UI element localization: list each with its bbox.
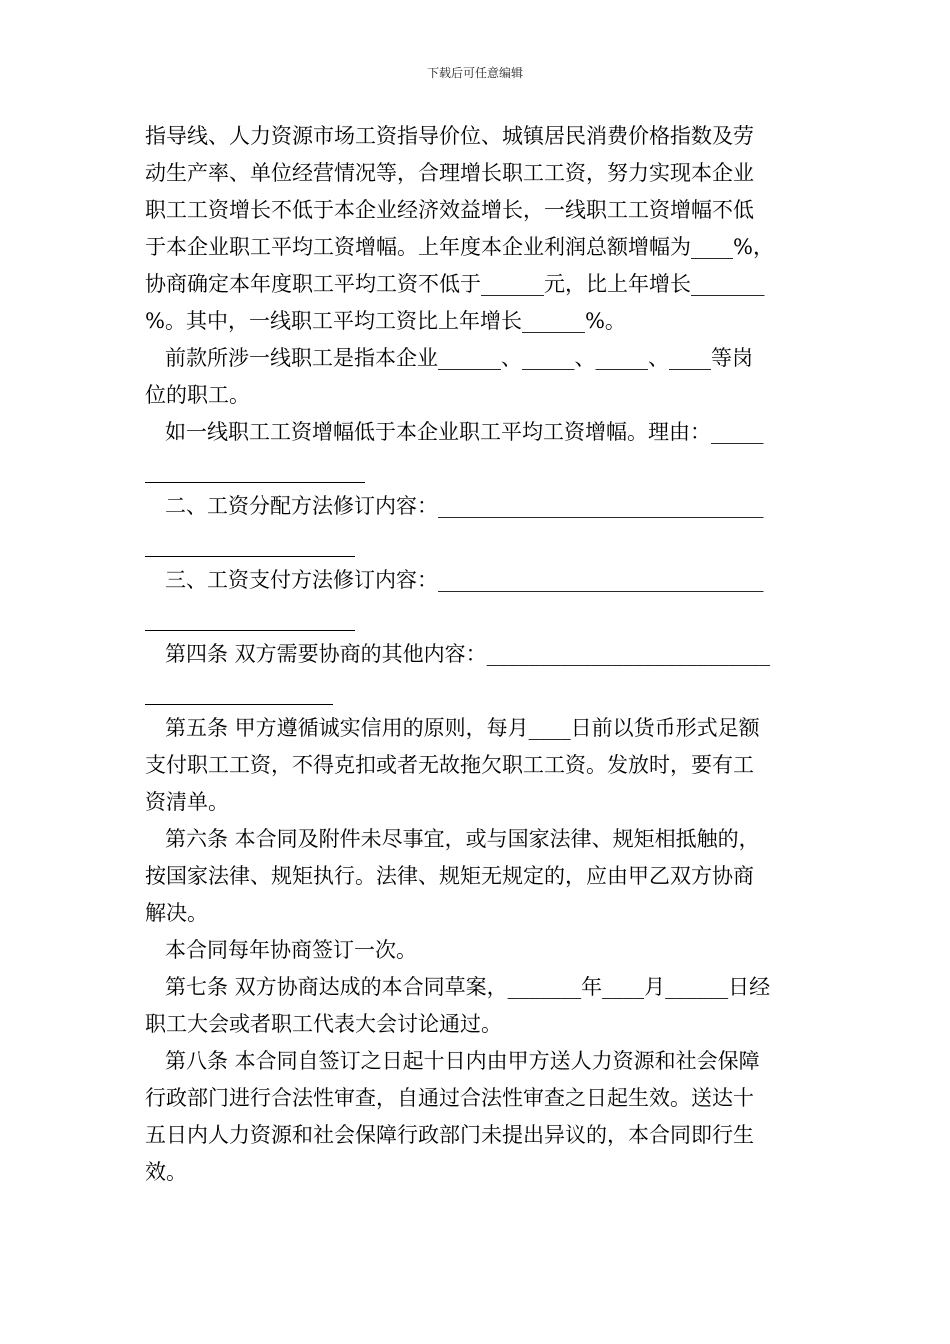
body-line-11: 三、工资支付方法修订内容：_______________________________ <box>165 568 764 592</box>
blank-underline-4 <box>145 673 810 710</box>
body-line-18: 解决。 <box>145 901 208 925</box>
page-header-note: 下载后可任意编辑 <box>426 66 523 80</box>
body-line-21: 职工大会或者职工代表大会讨论通过。 <box>145 1012 502 1036</box>
body-line-9: 如一线职工工资增幅低于本企业职工平均工资增幅。理由：_____ <box>165 420 764 444</box>
body-line-13: 第五条 甲方遵循诚实信用的原则，每月____日前以货币形式足额 <box>165 716 760 740</box>
blank-underline-3 <box>145 599 810 636</box>
body-line-15: 资清单。 <box>145 790 229 814</box>
blank-underline-1 <box>145 451 810 488</box>
body-line-25: 效。 <box>145 1160 187 1184</box>
blank-underline-2 <box>145 525 810 562</box>
body-line-14: 支付职工工资，不得克扣或者无故拖欠职工工资。发放时，要有工 <box>145 753 754 777</box>
body-line-1: 指导线、人力资源市场工资指导价位、城镇居民消费价格指数及劳 <box>145 124 754 148</box>
body-line-12: 第四条 双方需要协商的其他内容：___________________________ <box>165 642 771 666</box>
body-line-22: 第八条 本合同自签订之日起十日内由甲方送人力资源和社会保障 <box>165 1049 760 1073</box>
body-line-2: 动生产率、单位经营情况等，合理增长职工工资，努力实现本企业 <box>145 161 754 185</box>
body-line-20: 第七条 双方协商达成的本合同草案，_______年____月______日经 <box>165 975 771 999</box>
body-line-19: 本合同每年协商签订一次。 <box>165 938 417 962</box>
body-line-8: 位的职工。 <box>145 383 250 407</box>
body-line-5: 协商确定本年度职工平均工资不低于______元，比上年增长_______ <box>145 272 765 296</box>
body-line-6: %。其中，一线职工平均工资比上年增长______%。 <box>145 309 626 333</box>
body-line-24: 五日内人力资源和社会保障行政部门未提出异议的，本合同即行生 <box>145 1123 754 1147</box>
body-line-4: 于本企业职工平均工资增幅。上年度本企业利润总额增幅为____%， <box>145 235 774 259</box>
body-line-16: 第六条 本合同及附件未尽事宜，或与国家法律、规矩相抵触的， <box>165 827 760 851</box>
body-line-17: 按国家法律、规矩执行。法律、规矩无规定的，应由甲乙双方协商 <box>145 864 754 888</box>
body-line-3: 职工工资增长不低于本企业经济效益增长，一线职工工资增幅不低 <box>145 198 754 222</box>
document-body <box>145 118 810 1191</box>
body-line-10: 二、工资分配方法修订内容：_______________________________ <box>165 494 764 518</box>
body-line-7: 前款所涉一线职工是指本企业______、_____、_____、____等岗 <box>165 346 753 370</box>
body-line-23: 行政部门进行合法性审查，自通过合法性审查之日起生效。送达十 <box>145 1086 754 1110</box>
